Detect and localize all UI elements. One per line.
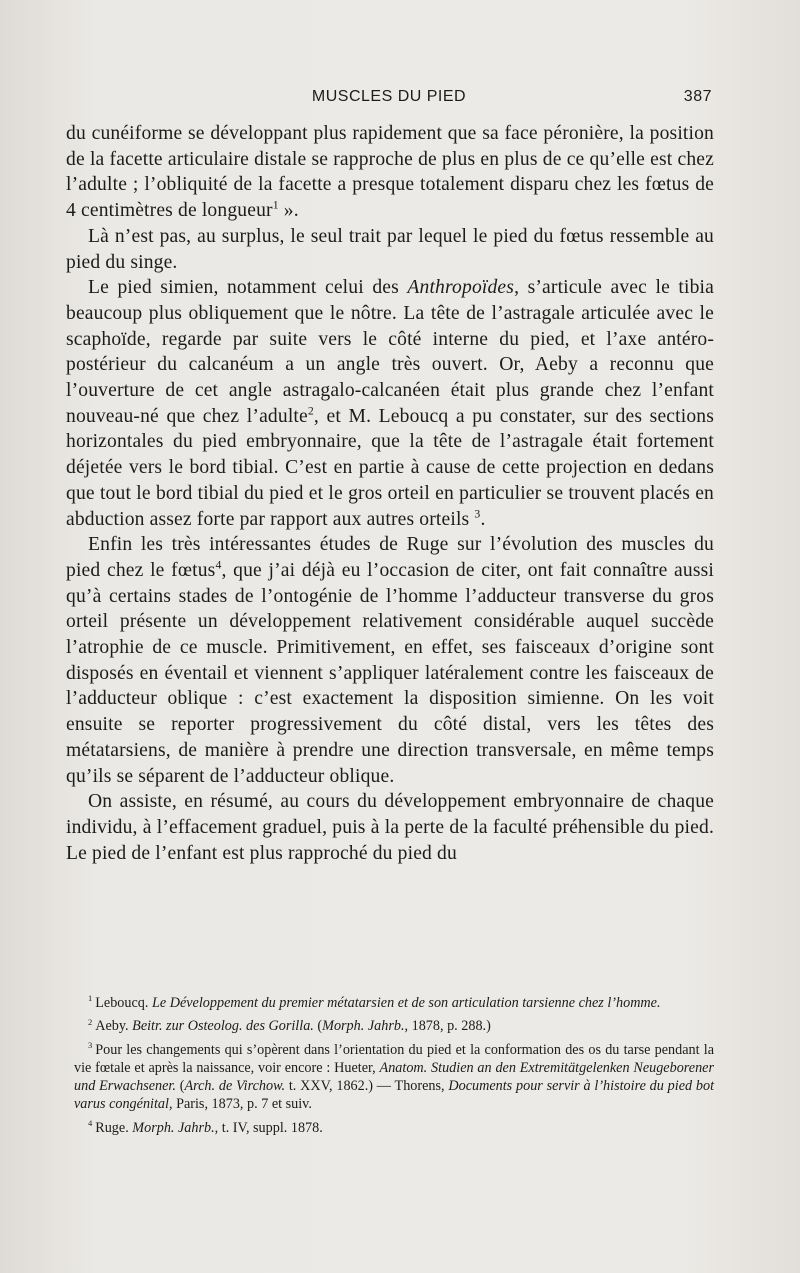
footnote-mark: 1 bbox=[88, 993, 93, 1004]
paragraph: Enfin les très intéressantes études de Ruge sur l’évolution des muscles du pied chez le fœtus$^4$, que j’ai déjà eu l’occasion de citer, ont fait connaître aussi qu’à certains stades de l’ontogénie de l’homme l’adducteur transverse du gros orteil présente un développement relativement considérable auquel succède l’atrophie de ce muscle. Primitivement, en effet, ses faisceaux d’origine sont disposés en éventail et viennent s’appliquer latéralement contre les faisceaux de l’adducteur oblique : c’est exactement la disposition simienne. On les voit ensuite se reporter progressivement du côté distal, vers les têtes des métatarsiens, de manière à prendre une direction transversale, en même temps qu’ils se séparent de l’adducteur oblique. bbox=[66, 534, 714, 787]
footnote-ref: 4 bbox=[215, 558, 222, 572]
footnote-mark: 2 bbox=[88, 1016, 93, 1027]
running-header bbox=[66, 88, 712, 112]
footnote-ref: 1 bbox=[272, 198, 279, 212]
paragraph: du cunéiforme se développant plus rapidement que sa face péronière, la position de la facette articulaire distale se rapproche de plus en plus de ce qu’elle est chez l’adulte ; l’obliquité de la facette a presque totalement disparu chez les fœtus de 4 centimètres de longueur$^1$ ». bbox=[66, 123, 714, 222]
footnote: $^4$ Ruge. Morph. Jahrb., t. IV, suppl. 1878. bbox=[88, 1118, 323, 1136]
page-number: 387 bbox=[683, 88, 712, 105]
footnote-ref: 2 bbox=[307, 404, 314, 418]
footnote-mark: 3 bbox=[88, 1039, 93, 1050]
running-title: MUSCLES DU PIED bbox=[311, 88, 467, 105]
footnote-ref: 3 bbox=[474, 507, 481, 521]
paragraph: Le pied simien, notamment celui des Anthropoïdes, s’articule avec le tibia beaucoup plus obliquement que le nôtre. La tête de l’astragale articulée avec le scaphoïde, regarde par suite vers le côté interne du pied, et l’axe antéro-postérieur du calcanéum a un angle très ouvert. Or, Aeby a reconnu que l’ouverture de cet angle astragalo-calcanéen était plus grande chez l’enfant nouveau-né que chez l’adulte$^2$, et M. Leboucq a pu constater, sur des sections horizontales du pied embryonnaire, que la tête de l’astragale était fortement déjetée vers le bord tibial. C’est en partie à cause de cette projection en dedans que tout le bord tibial du pied et le gros orteil en particulier se trouvent placés en abduction assez forte par rapport aux autres orteils $^3$. bbox=[66, 277, 715, 530]
footnote: $^3$ Pour les changements qui s’opèrent dans l’orientation du pied et la conformation des os du tarse pendant la vie fœtale et après la naissance, voir encore : Hueter, Anatom. Studien an den Extremitätgelenken Neugeborener und Erwachsener. (Arch. de Virchow. t. XXV, 1862.) — Thorens, Documents pour servir à l’histoire du pied bot varus congénital, Paris, 1873, p. 7 et suiv. bbox=[74, 1039, 715, 1113]
footnote: $^2$ Aeby. Beitr. zur Osteolog. des Gorilla. (Morph. Jahrb., 1878, p. 288.) bbox=[88, 1016, 491, 1035]
main-text bbox=[66, 121, 714, 866]
footnote: $^1$ Leboucq. Le Développement du premier métatarsien et de son articulation tarsienne chez l’homme. bbox=[88, 993, 661, 1011]
footnotes bbox=[74, 994, 714, 1142]
paragraph: On assiste, en résumé, au cours du développement embryonnaire de chaque individu, à l’effacement graduel, puis à la perte de la faculté préhensible du pied. Le pied de l’enfant est plus rapproché du pied du bbox=[66, 791, 714, 864]
paragraph: Là n’est pas, au surplus, le seul trait par lequel le pied du fœtus ressemble au pied du singe. bbox=[66, 225, 714, 273]
footnote-mark: 4 bbox=[88, 1118, 93, 1129]
